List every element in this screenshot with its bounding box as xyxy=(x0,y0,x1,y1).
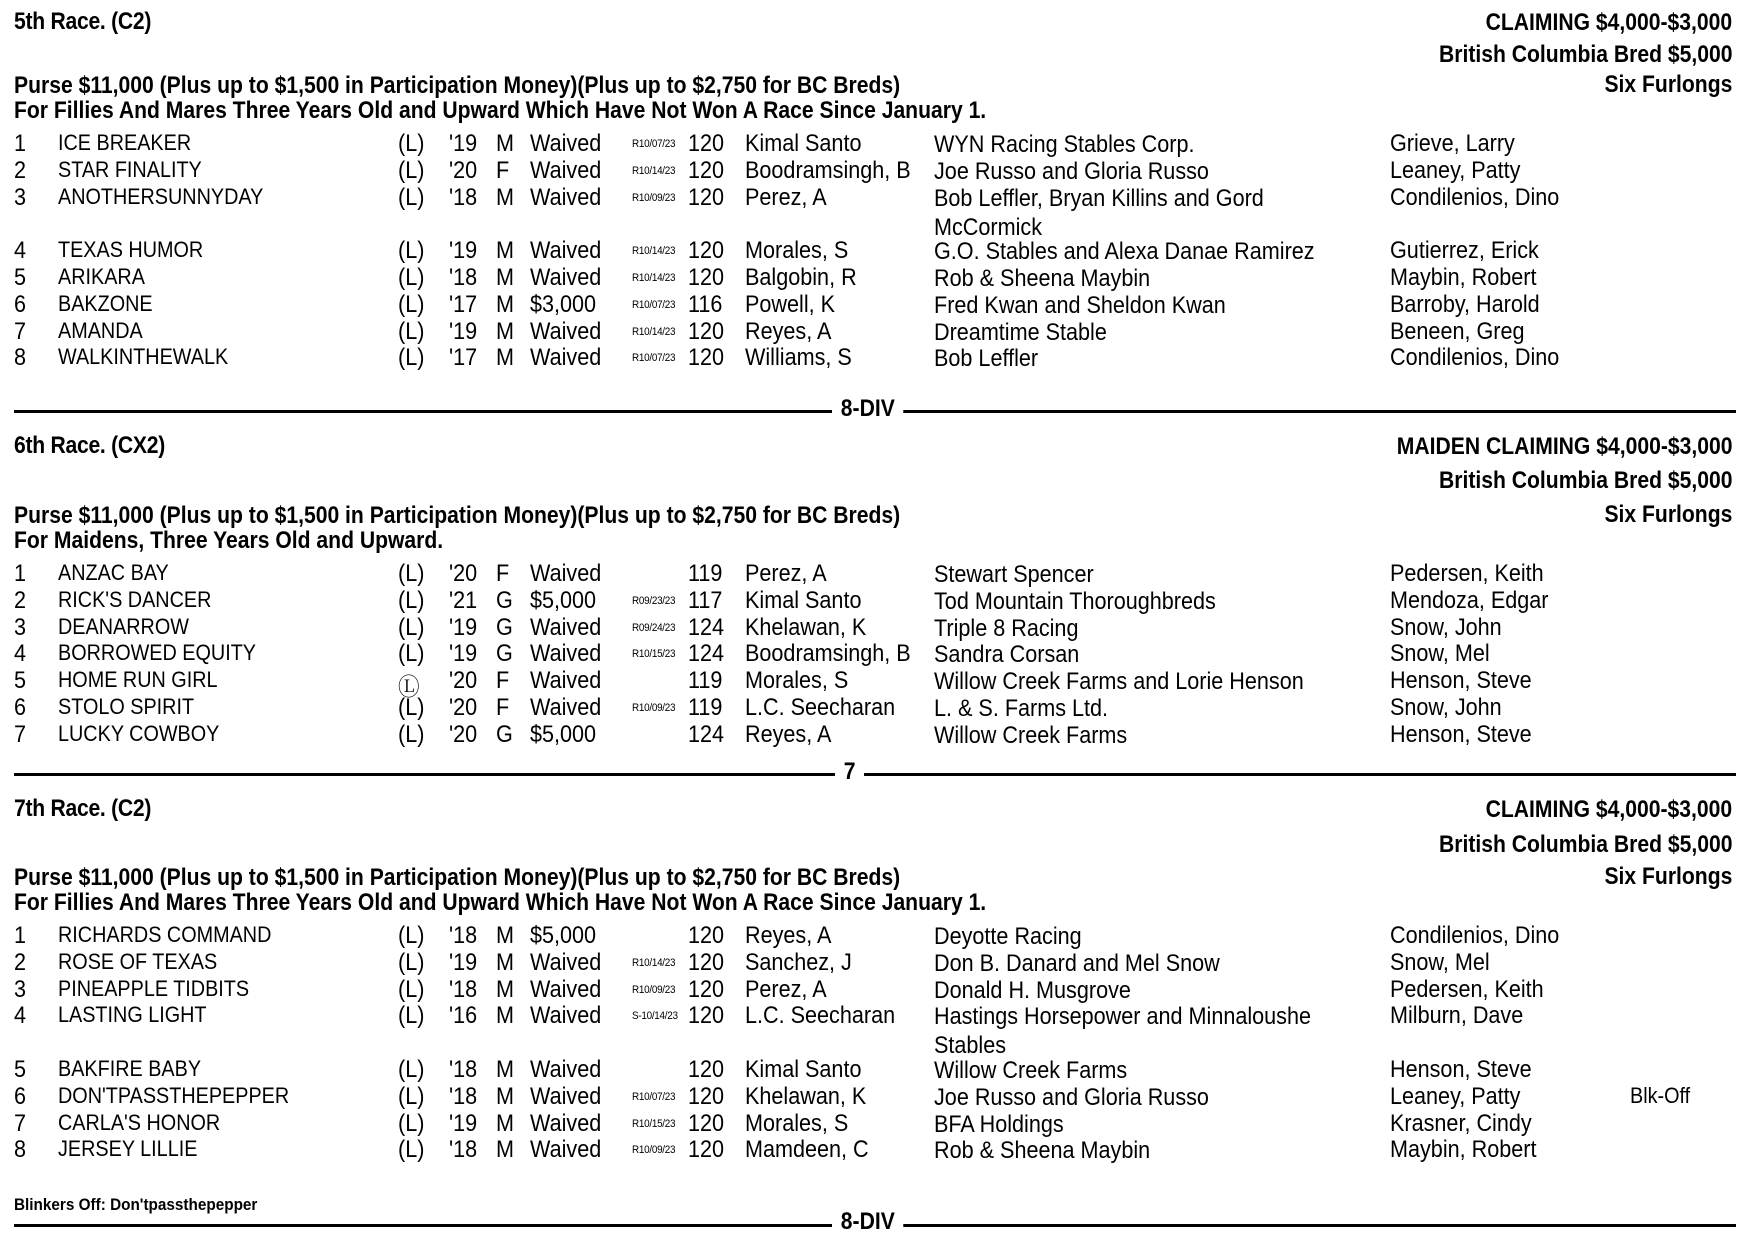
horse-name: BAKFIRE BABY xyxy=(58,1056,202,1081)
last-race-date: R10/07/23 xyxy=(632,138,676,150)
horse-sex: M xyxy=(496,1136,514,1164)
horse-sex: M xyxy=(496,317,514,345)
claiming-price: Waived xyxy=(530,694,602,721)
assigned-weight: 120 xyxy=(688,183,725,211)
post-position: 1 xyxy=(14,560,27,587)
entry-row xyxy=(0,949,1740,979)
horse-name: STAR FINALITY xyxy=(58,156,202,182)
assigned-weight: 120 xyxy=(688,948,725,976)
trainer-name: Condilenios, Dino xyxy=(1390,922,1560,949)
jockey-name: Balgobin, R xyxy=(745,264,857,291)
jockey-name: Reyes, A xyxy=(745,922,832,949)
trainer-name: Leaney, Patty xyxy=(1390,156,1521,184)
horse-sex: M xyxy=(496,344,514,372)
last-race-date: R10/09/23 xyxy=(632,983,676,996)
jockey-name: Powell, K xyxy=(745,290,836,318)
jockey-name: Kimal Santo xyxy=(745,586,862,614)
post-position: 7 xyxy=(14,720,27,748)
foaling-year: '20 xyxy=(449,560,478,587)
entry-row xyxy=(0,1110,1740,1140)
race-bred-bonus: British Columbia Bred $5,000 xyxy=(1438,41,1732,68)
assigned-weight: 119 xyxy=(688,694,723,721)
last-race-date: S-10/14/23 xyxy=(632,1010,678,1023)
entry-row xyxy=(0,976,1740,1006)
jockey-name: Morales, S xyxy=(745,237,849,265)
lasix-indicator: (L) xyxy=(398,130,425,157)
owner-name: Willow Creek Farms xyxy=(934,721,1128,749)
claiming-price: Waived xyxy=(530,317,602,345)
horse-name: CARLA'S HONOR xyxy=(58,1109,221,1135)
foaling-year: '19 xyxy=(449,640,478,668)
claiming-price: Waived xyxy=(530,560,602,587)
owner-name: BFA Holdings xyxy=(934,1110,1064,1138)
post-position: 7 xyxy=(14,317,27,345)
jockey-name: Morales, S xyxy=(745,1109,849,1137)
horse-sex: F xyxy=(496,560,510,587)
post-position: 8 xyxy=(14,344,27,372)
claiming-price: Waived xyxy=(530,1082,602,1110)
horse-name: BAKZONE xyxy=(58,290,153,316)
horse-sex: M xyxy=(496,1002,514,1030)
assigned-weight: 120 xyxy=(688,344,725,372)
claiming-price: Waived xyxy=(530,264,602,291)
last-race-date: R10/14/23 xyxy=(632,272,676,284)
owner-name: Rob & Sheena Maybin xyxy=(934,265,1151,292)
trainer-name: Pedersen, Keith xyxy=(1390,560,1544,587)
last-race-date: R10/07/23 xyxy=(632,352,676,365)
lasix-indicator: (L) xyxy=(398,264,425,291)
horse-sex: F xyxy=(496,694,510,721)
trainer-name: Snow, Mel xyxy=(1390,640,1490,668)
entry-row xyxy=(0,1136,1740,1166)
assigned-weight: 116 xyxy=(688,290,723,318)
claiming-price: Waived xyxy=(530,1002,602,1030)
post-position: 2 xyxy=(14,586,27,614)
trainer-name: Condilenios, Dino xyxy=(1390,344,1560,372)
horse-sex: M xyxy=(496,922,514,949)
entry-row xyxy=(0,318,1740,348)
horse-sex: G xyxy=(496,640,513,668)
post-position: 3 xyxy=(14,975,27,1003)
lasix-indicator: (L) xyxy=(398,156,425,184)
assigned-weight: 120 xyxy=(688,264,725,291)
horse-name: DEANARROW xyxy=(58,613,189,639)
horse-name: ANZAC BAY xyxy=(58,560,169,585)
trainer-name: Snow, John xyxy=(1390,694,1502,721)
post-position: 4 xyxy=(14,640,27,668)
owner-name: Hastings Horsepower and Minnaloushe Stables xyxy=(934,1003,1312,1060)
horse-name: RICHARDS COMMAND xyxy=(58,922,272,947)
lasix-indicator: Ⓛ xyxy=(398,674,420,702)
owner-name: Sandra Corsan xyxy=(934,641,1080,669)
trainer-name: Leaney, Patty xyxy=(1390,1082,1521,1110)
foaling-year: '19 xyxy=(449,317,478,345)
equipment-change: Blk-Off xyxy=(1630,1082,1691,1108)
race-eligibility: For Fillies And Mares Three Years Old and Upward Which Have Not Won A Race Since January 1. xyxy=(14,889,987,916)
post-position: 6 xyxy=(14,694,27,721)
entry-row xyxy=(0,291,1740,321)
entry-row xyxy=(0,130,1740,160)
lasix-indicator: (L) xyxy=(398,720,425,748)
horse-name: AMANDA xyxy=(58,317,143,343)
jockey-name: Sanchez, J xyxy=(745,948,852,976)
trainer-name: Snow, Mel xyxy=(1390,948,1490,976)
horse-name: BORROWED EQUITY xyxy=(58,640,257,666)
horse-name: LASTING LIGHT xyxy=(58,1002,207,1028)
owner-name: Fred Kwan and Sheldon Kwan xyxy=(934,291,1226,319)
claiming-price: Waived xyxy=(530,948,602,976)
lasix-indicator: (L) xyxy=(398,975,425,1003)
jockey-name: Williams, S xyxy=(745,344,852,372)
field-size: 8-DIV xyxy=(832,395,904,423)
lasix-indicator: (L) xyxy=(398,1109,425,1137)
claiming-price: Waived xyxy=(530,237,602,265)
foaling-year: '20 xyxy=(449,156,478,184)
horse-name: RICK'S DANCER xyxy=(58,586,212,612)
horse-sex: M xyxy=(496,1056,514,1083)
claiming-price: Waived xyxy=(530,1109,602,1137)
claiming-price: Waived xyxy=(530,613,602,641)
horse-sex: M xyxy=(496,948,514,976)
lasix-indicator: (L) xyxy=(398,237,425,265)
race-conditions: CLAIMING $4,000-$3,000 xyxy=(1485,9,1732,36)
entry-row xyxy=(0,560,1740,590)
foaling-year: '17 xyxy=(449,344,478,372)
post-position: 3 xyxy=(14,613,27,641)
post-position: 4 xyxy=(14,1002,27,1030)
lasix-indicator: (L) xyxy=(398,183,425,211)
race-divider xyxy=(14,773,1736,776)
horse-name: JERSEY LILLIE xyxy=(58,1136,198,1162)
field-size: 7 xyxy=(835,758,864,786)
post-position: 5 xyxy=(14,264,27,291)
foaling-year: '19 xyxy=(449,237,478,265)
assigned-weight: 120 xyxy=(688,1136,725,1164)
last-race-date: R10/14/23 xyxy=(632,245,676,258)
claiming-price: $5,000 xyxy=(530,720,597,748)
owner-name: Donald H. Musgrove xyxy=(934,976,1131,1004)
horse-name: TEXAS HUMOR xyxy=(58,237,204,263)
lasix-indicator: (L) xyxy=(398,586,425,614)
horse-name: ARIKARA xyxy=(58,264,145,289)
jockey-name: L.C. Seecharan xyxy=(745,1002,896,1030)
owner-name: Triple 8 Racing xyxy=(934,614,1079,642)
last-race-date: R10/07/23 xyxy=(632,298,676,311)
horse-name: ANOTHERSUNNYDAY xyxy=(58,183,264,209)
owner-name: Rob & Sheena Maybin xyxy=(934,1137,1151,1165)
entry-row xyxy=(0,694,1740,724)
horse-sex: M xyxy=(496,1109,514,1137)
assigned-weight: 124 xyxy=(688,613,725,641)
claiming-price: Waived xyxy=(530,1056,602,1083)
horse-sex: F xyxy=(496,667,510,695)
race-distance: Six Furlongs xyxy=(1604,501,1732,528)
claiming-price: Waived xyxy=(530,156,602,184)
owner-name: WYN Racing Stables Corp. xyxy=(934,131,1195,158)
entry-row xyxy=(0,587,1740,617)
claiming-price: $5,000 xyxy=(530,586,597,614)
jockey-name: Perez, A xyxy=(745,183,827,211)
race-purse: Purse $11,000 (Plus up to $1,500 in Participation Money)(Plus up to $2,750 for BC Breds) xyxy=(14,72,901,99)
lasix-indicator: (L) xyxy=(398,640,425,668)
jockey-name: Boodramsingh, B xyxy=(745,156,911,184)
entry-row xyxy=(0,237,1740,267)
lasix-indicator: (L) xyxy=(398,922,425,949)
horse-sex: M xyxy=(496,237,514,265)
horse-name: HOME RUN GIRL xyxy=(58,667,218,693)
assigned-weight: 120 xyxy=(688,237,725,265)
assigned-weight: 120 xyxy=(688,130,725,157)
lasix-indicator: (L) xyxy=(398,694,425,721)
claiming-price: Waived xyxy=(530,130,602,157)
entry-row xyxy=(0,344,1740,374)
last-race-date: R09/23/23 xyxy=(632,594,676,607)
lasix-indicator: (L) xyxy=(398,317,425,345)
trainer-name: Snow, John xyxy=(1390,613,1502,641)
jockey-name: Perez, A xyxy=(745,560,827,587)
race-distance: Six Furlongs xyxy=(1604,71,1732,98)
post-position: 6 xyxy=(14,290,27,318)
trainer-name: Henson, Steve xyxy=(1390,720,1532,748)
horse-sex: G xyxy=(496,720,513,748)
trainer-name: Condilenios, Dino xyxy=(1390,183,1560,211)
jockey-name: Khelawan, K xyxy=(745,613,867,641)
assigned-weight: 124 xyxy=(688,640,725,668)
foaling-year: '18 xyxy=(449,1136,478,1164)
post-position: 7 xyxy=(14,1109,27,1137)
owner-name: Dreamtime Stable xyxy=(934,318,1107,346)
lasix-indicator: (L) xyxy=(398,560,425,587)
jockey-name: Reyes, A xyxy=(745,317,832,345)
post-position: 6 xyxy=(14,1082,27,1110)
race-title: 7th Race. (C2) xyxy=(14,795,152,822)
owner-name: Bob Leffler, Bryan Killins and Gord McCormick xyxy=(934,184,1264,241)
equipment-footnote: Blinkers Off: Don'tpassthepepper xyxy=(14,1195,258,1214)
last-race-date: R10/14/23 xyxy=(632,956,676,969)
owner-name: Tod Mountain Thoroughbreds xyxy=(934,587,1216,615)
jockey-name: Kimal Santo xyxy=(745,130,862,157)
jockey-name: Reyes, A xyxy=(745,720,832,748)
owner-name: Joe Russo and Gloria Russo xyxy=(934,157,1209,185)
assigned-weight: 120 xyxy=(688,156,725,184)
jockey-name: Boodramsingh, B xyxy=(745,640,911,668)
foaling-year: '19 xyxy=(449,948,478,976)
jockey-name: Morales, S xyxy=(745,667,849,695)
jockey-name: Mamdeen, C xyxy=(745,1136,869,1164)
assigned-weight: 120 xyxy=(688,1109,725,1137)
last-race-date: R10/09/23 xyxy=(632,702,676,714)
race-distance: Six Furlongs xyxy=(1604,863,1732,890)
trainer-name: Milburn, Dave xyxy=(1390,1002,1524,1030)
last-race-date: R10/14/23 xyxy=(632,164,676,177)
foaling-year: '18 xyxy=(449,1056,478,1083)
trainer-name: Barroby, Harold xyxy=(1390,290,1540,318)
post-position: 1 xyxy=(14,130,27,157)
horse-sex: M xyxy=(496,130,514,157)
claiming-price: Waived xyxy=(530,183,602,211)
horse-sex: M xyxy=(496,264,514,291)
claiming-price: Waived xyxy=(530,667,602,695)
foaling-year: '16 xyxy=(449,1002,478,1030)
claiming-price: $5,000 xyxy=(530,922,597,949)
foaling-year: '18 xyxy=(449,975,478,1003)
horse-sex: M xyxy=(496,290,514,318)
owner-name: Willow Creek Farms and Lorie Henson xyxy=(934,668,1304,696)
horse-name: DON'TPASSTHEPEPPER xyxy=(58,1082,290,1108)
race-eligibility: For Fillies And Mares Three Years Old and Upward Which Have Not Won A Race Since January 1. xyxy=(14,97,987,124)
horse-sex: F xyxy=(496,156,510,184)
last-race-date: R10/15/23 xyxy=(632,648,676,661)
owner-name: Stewart Spencer xyxy=(934,561,1094,588)
entry-row xyxy=(0,640,1740,670)
last-race-date: R10/09/23 xyxy=(632,1144,676,1157)
trainer-name: Maybin, Robert xyxy=(1390,1136,1537,1164)
lasix-indicator: (L) xyxy=(398,1002,425,1030)
entry-row xyxy=(0,183,1740,241)
claiming-price: Waived xyxy=(530,975,602,1003)
lasix-indicator: (L) xyxy=(398,1136,425,1164)
foaling-year: '19 xyxy=(449,130,478,157)
foaling-year: '19 xyxy=(449,1109,478,1137)
race-purse: Purse $11,000 (Plus up to $1,500 in Participation Money)(Plus up to $2,750 for BC Breds) xyxy=(14,502,901,529)
trainer-name: Maybin, Robert xyxy=(1390,264,1537,291)
jockey-name: L.C. Seecharan xyxy=(745,694,896,721)
trainer-name: Mendoza, Edgar xyxy=(1390,586,1549,614)
entry-row xyxy=(0,922,1740,952)
trainer-name: Henson, Steve xyxy=(1390,1056,1532,1083)
owner-name: Don B. Danard and Mel Snow xyxy=(934,949,1220,977)
horse-sex: G xyxy=(496,613,513,641)
last-race-date: R10/14/23 xyxy=(632,325,676,338)
assigned-weight: 120 xyxy=(688,317,725,345)
horse-name: ICE BREAKER xyxy=(58,130,192,155)
foaling-year: '20 xyxy=(449,694,478,721)
horse-name: PINEAPPLE TIDBITS xyxy=(58,975,250,1001)
assigned-weight: 124 xyxy=(688,720,725,748)
assigned-weight: 119 xyxy=(688,560,723,587)
lasix-indicator: (L) xyxy=(398,344,425,372)
trainer-name: Beneen, Greg xyxy=(1390,317,1525,345)
owner-name: Willow Creek Farms xyxy=(934,1057,1128,1084)
last-race-date: R10/15/23 xyxy=(632,1117,676,1130)
last-race-date: R10/09/23 xyxy=(632,191,676,204)
race-conditions: MAIDEN CLAIMING $4,000-$3,000 xyxy=(1396,433,1732,460)
horse-name: LUCKY COWBOY xyxy=(58,720,220,746)
foaling-year: '18 xyxy=(449,264,478,291)
last-race-date: R09/24/23 xyxy=(632,621,676,634)
entry-row xyxy=(0,1083,1740,1113)
entry-row xyxy=(0,667,1740,702)
entry-row xyxy=(0,721,1740,751)
claiming-price: Waived xyxy=(530,640,602,668)
foaling-year: '20 xyxy=(449,720,478,748)
foaling-year: '18 xyxy=(449,1082,478,1110)
trainer-name: Grieve, Larry xyxy=(1390,130,1515,157)
assigned-weight: 120 xyxy=(688,1082,725,1110)
last-race-date: R10/07/23 xyxy=(632,1090,676,1103)
lasix-indicator: (L) xyxy=(398,613,425,641)
owner-name: Deyotte Racing xyxy=(934,923,1082,950)
entry-row xyxy=(0,1056,1740,1086)
trainer-name: Pedersen, Keith xyxy=(1390,975,1544,1003)
lasix-indicator: (L) xyxy=(398,290,425,318)
horse-sex: M xyxy=(496,183,514,211)
horse-name: STOLO SPIRIT xyxy=(58,694,195,719)
trainer-name: Gutierrez, Erick xyxy=(1390,237,1539,265)
race-title: 5th Race. (C2) xyxy=(14,8,152,35)
entry-row xyxy=(0,157,1740,187)
foaling-year: '21 xyxy=(449,586,478,614)
assigned-weight: 119 xyxy=(688,667,723,695)
lasix-indicator: (L) xyxy=(398,1056,425,1083)
jockey-name: Khelawan, K xyxy=(745,1082,867,1110)
field-size: 8-DIV xyxy=(832,1208,904,1236)
trainer-name: Henson, Steve xyxy=(1390,667,1532,695)
race-conditions: CLAIMING $4,000-$3,000 xyxy=(1485,796,1732,823)
horse-sex: M xyxy=(496,1082,514,1110)
entry-row xyxy=(0,614,1740,644)
race-title: 6th Race. (CX2) xyxy=(14,432,165,459)
horse-name: WALKINTHEWALK xyxy=(58,344,229,370)
claiming-price: Waived xyxy=(530,1136,602,1164)
horse-sex: M xyxy=(496,975,514,1003)
foaling-year: '20 xyxy=(449,667,478,695)
jockey-name: Perez, A xyxy=(745,975,827,1003)
post-position: 5 xyxy=(14,667,27,695)
horse-name: ROSE OF TEXAS xyxy=(58,948,218,974)
trainer-name: Krasner, Cindy xyxy=(1390,1109,1532,1137)
assigned-weight: 120 xyxy=(688,922,725,949)
foaling-year: '19 xyxy=(449,613,478,641)
post-position: 3 xyxy=(14,183,27,211)
owner-name: Joe Russo and Gloria Russo xyxy=(934,1083,1209,1111)
post-position: 1 xyxy=(14,922,27,949)
entry-row xyxy=(0,1002,1740,1060)
horse-sex: G xyxy=(496,586,513,614)
assigned-weight: 120 xyxy=(688,1056,725,1083)
foaling-year: '17 xyxy=(449,290,478,318)
owner-name: L. & S. Farms Ltd. xyxy=(934,695,1109,722)
foaling-year: '18 xyxy=(449,183,478,211)
race-eligibility: For Maidens, Three Years Old and Upward. xyxy=(14,527,444,554)
assigned-weight: 120 xyxy=(688,975,725,1003)
race-bred-bonus: British Columbia Bred $5,000 xyxy=(1438,467,1732,494)
foaling-year: '18 xyxy=(449,922,478,949)
claiming-price: $3,000 xyxy=(530,290,597,318)
owner-name: Bob Leffler xyxy=(934,345,1039,373)
owner-name: G.O. Stables and Alexa Danae Ramirez xyxy=(934,238,1315,266)
lasix-indicator: (L) xyxy=(398,1082,425,1110)
race-bred-bonus: British Columbia Bred $5,000 xyxy=(1438,831,1732,858)
post-position: 2 xyxy=(14,156,27,184)
post-position: 5 xyxy=(14,1056,27,1083)
assigned-weight: 120 xyxy=(688,1002,725,1030)
post-position: 8 xyxy=(14,1136,27,1164)
jockey-name: Kimal Santo xyxy=(745,1056,862,1083)
lasix-indicator: (L) xyxy=(398,948,425,976)
assigned-weight: 117 xyxy=(688,586,723,614)
entry-row xyxy=(0,264,1740,294)
race-purse: Purse $11,000 (Plus up to $1,500 in Participation Money)(Plus up to $2,750 for BC Breds) xyxy=(14,864,901,891)
post-position: 2 xyxy=(14,948,27,976)
claiming-price: Waived xyxy=(530,344,602,372)
post-position: 4 xyxy=(14,237,27,265)
